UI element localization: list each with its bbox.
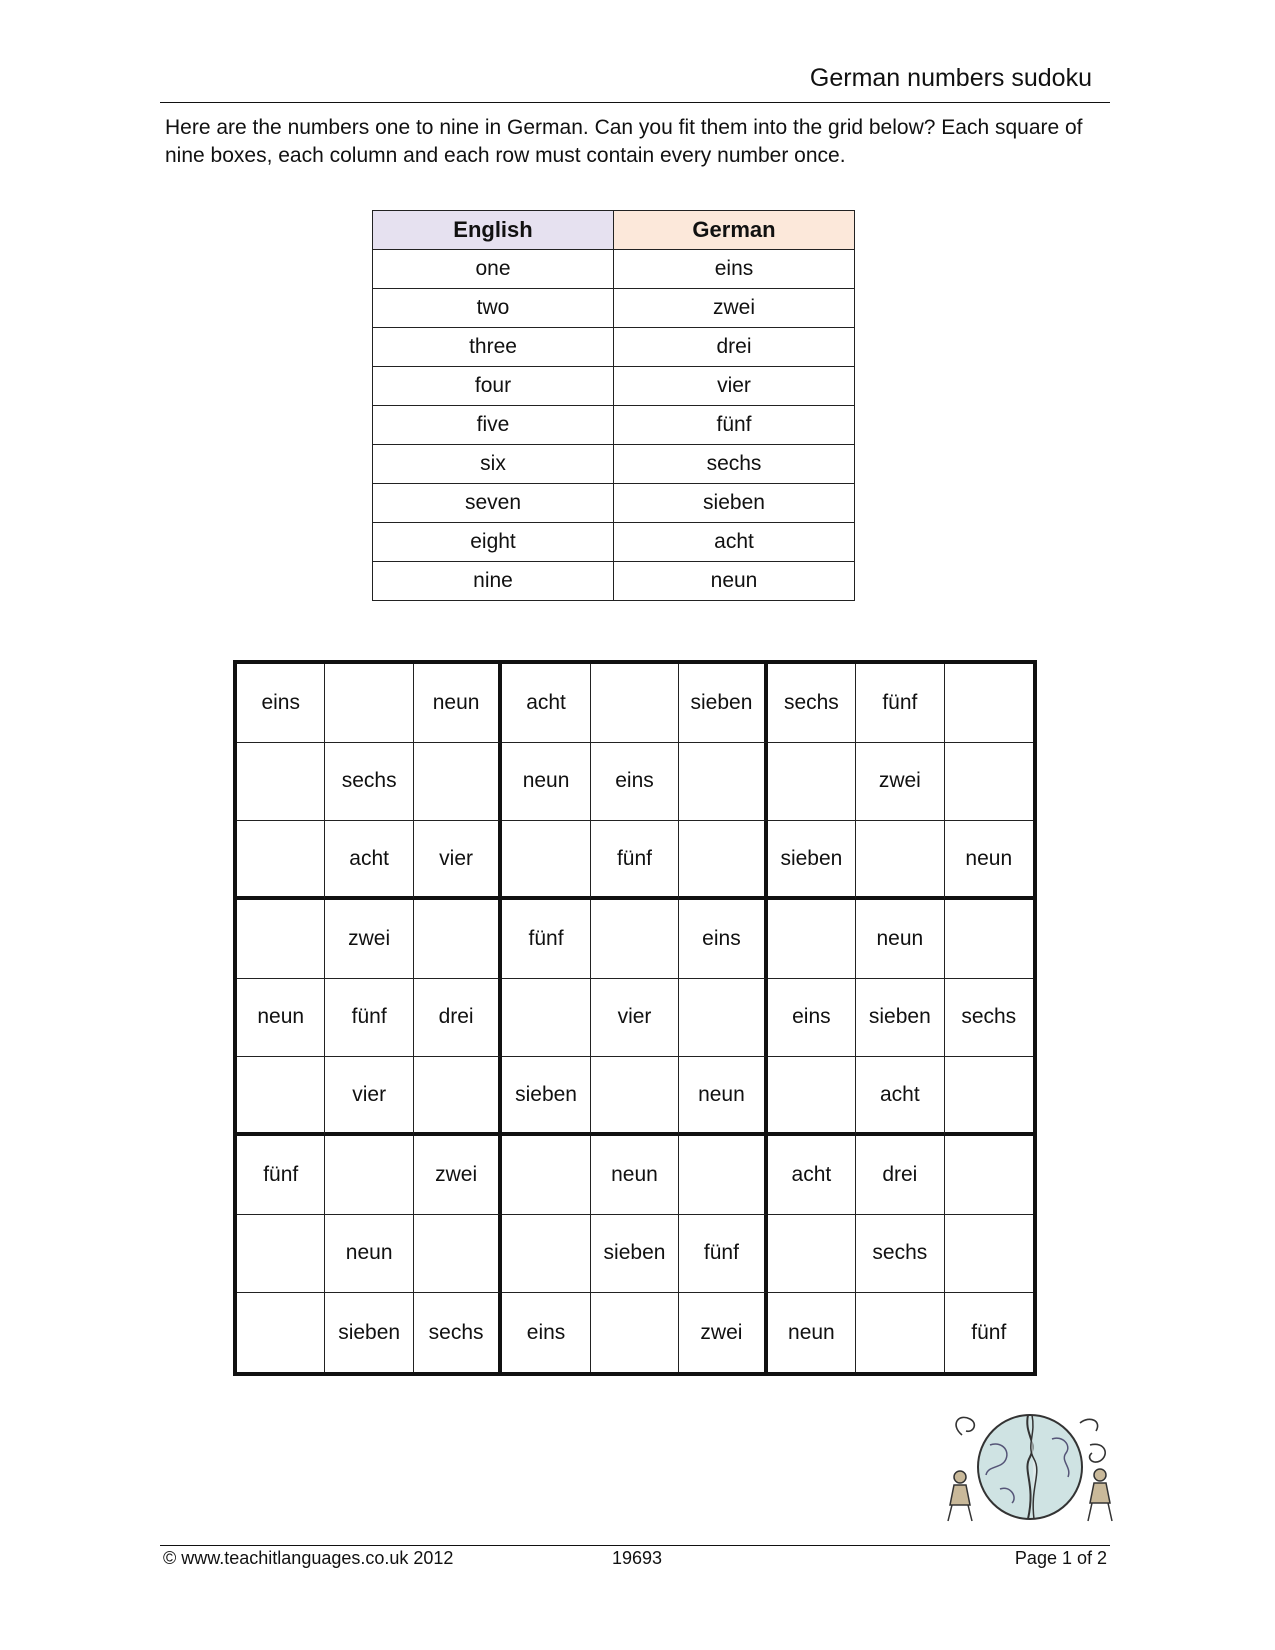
english-word: three [373, 328, 614, 367]
english-word: one [373, 250, 614, 289]
sudoku-cell-given: sechs [945, 979, 1033, 1058]
sudoku-cell-empty[interactable] [768, 1057, 856, 1136]
english-word: six [373, 445, 614, 484]
sudoku-cell-given: sieben [856, 979, 944, 1058]
german-word: neun [614, 562, 855, 601]
sudoku-cell-given: fünf [237, 1136, 325, 1215]
sudoku-cell-given: vier [591, 979, 679, 1058]
sudoku-cell-given: sechs [856, 1215, 944, 1294]
vocabulary-row [373, 289, 855, 328]
sudoku-cell-given: eins [502, 1293, 590, 1372]
sudoku-grid [233, 660, 1037, 1376]
sudoku-cell-empty[interactable] [945, 900, 1033, 979]
english-word: eight [373, 523, 614, 562]
sudoku-cell-given: zwei [856, 743, 944, 822]
sudoku-cell-given: neun [237, 979, 325, 1058]
sudoku-cell-given: neun [502, 743, 590, 822]
sudoku-cell-empty[interactable] [325, 1136, 413, 1215]
sudoku-cell-given: neun [325, 1215, 413, 1294]
vocabulary-row [373, 328, 855, 367]
instructions-text: Here are the numbers one to nine in German. Can you fit them into the grid below? Each square of nine boxes, each column and each row must contain every number once. [165, 116, 1083, 167]
vocabulary-row [373, 250, 855, 289]
sudoku-cell-empty[interactable] [237, 900, 325, 979]
sudoku-cell-empty[interactable] [237, 821, 325, 900]
sudoku-cell-given: acht [856, 1057, 944, 1136]
vocabulary-row [373, 406, 855, 445]
sudoku-cell-given: neun [768, 1293, 856, 1372]
sudoku-cell-empty[interactable] [945, 1215, 1033, 1294]
sudoku-cell-empty[interactable] [414, 743, 502, 822]
sudoku-cell-empty[interactable] [502, 821, 590, 900]
sudoku-cell-given: acht [325, 821, 413, 900]
sudoku-cell-given: sieben [591, 1215, 679, 1294]
vocabulary-table-body [373, 250, 855, 601]
sudoku-cell-empty[interactable] [591, 664, 679, 743]
sudoku-cell-given: neun [679, 1057, 767, 1136]
sudoku-cell-empty[interactable] [502, 1136, 590, 1215]
sudoku-cell-given: sechs [768, 664, 856, 743]
sudoku-cell-empty[interactable] [414, 900, 502, 979]
sudoku-cell-empty[interactable] [591, 1057, 679, 1136]
sudoku-cell-empty[interactable] [502, 979, 590, 1058]
sudoku-cell-given: fünf [502, 900, 590, 979]
german-word: vier [614, 367, 855, 406]
sudoku-cell-given: sieben [502, 1057, 590, 1136]
sudoku-cell-empty[interactable] [768, 1215, 856, 1294]
footer-resource-code: 19693 [612, 1548, 663, 1568]
sudoku-cell-empty[interactable] [768, 900, 856, 979]
german-word: fünf [614, 406, 855, 445]
sudoku-cell-given: eins [768, 979, 856, 1058]
english-word: four [373, 367, 614, 406]
vocabulary-row [373, 367, 855, 406]
sudoku-cell-empty[interactable] [237, 743, 325, 822]
sudoku-cell-empty[interactable] [237, 1215, 325, 1294]
sudoku-cell-given: eins [679, 900, 767, 979]
sudoku-cell-empty[interactable] [591, 900, 679, 979]
sudoku-cell-given: neun [591, 1136, 679, 1215]
english-word: five [373, 406, 614, 445]
sudoku-cell-empty[interactable] [679, 821, 767, 900]
sudoku-cell-given: sieben [679, 664, 767, 743]
sudoku-cell-empty[interactable] [414, 1215, 502, 1294]
sudoku-cell-empty[interactable] [768, 743, 856, 822]
sudoku-cell-given: zwei [679, 1293, 767, 1372]
german-word: drei [614, 328, 855, 367]
vocabulary-row [373, 484, 855, 523]
sudoku-cell-empty[interactable] [856, 821, 944, 900]
globe-jigsaw-people-icon [940, 1405, 1120, 1525]
english-word: nine [373, 562, 614, 601]
sudoku-cell-empty[interactable] [945, 1136, 1033, 1215]
sudoku-cell-given: sieben [325, 1293, 413, 1372]
german-word: sechs [614, 445, 855, 484]
german-word: zwei [614, 289, 855, 328]
sudoku-cell-given: fünf [971, 1320, 1007, 1344]
sudoku-cell-empty[interactable] [945, 1057, 1033, 1136]
sudoku-cell-empty[interactable] [679, 743, 767, 822]
sudoku-cell-given: vier [414, 821, 502, 900]
german-word: acht [614, 523, 855, 562]
footer-copyright: © www.teachitlanguages.co.uk 2012 [163, 1548, 454, 1568]
vocabulary-header-row [373, 211, 855, 250]
sudoku-cell-empty[interactable] [414, 1057, 502, 1136]
sudoku-cell-given: fünf [591, 821, 679, 900]
sudoku-cell-empty[interactable] [945, 743, 1033, 822]
english-word: two [373, 289, 614, 328]
sudoku-cell-given: drei [856, 1136, 944, 1215]
vocabulary-table [372, 210, 855, 601]
sudoku-cell-given: fünf [679, 1215, 767, 1294]
sudoku-cell-given: neun [414, 664, 502, 743]
sudoku-cell-given: vier [325, 1057, 413, 1136]
sudoku-cell-given: sechs [414, 1293, 502, 1372]
sudoku-cell-given: eins [591, 743, 679, 822]
vocabulary-row [373, 523, 855, 562]
german-word: eins [614, 250, 855, 289]
sudoku-cell-empty[interactable] [945, 664, 1033, 743]
sudoku-cell-empty[interactable] [679, 1136, 767, 1215]
sudoku-cell-given: sechs [325, 743, 413, 822]
sudoku-cell-empty[interactable] [237, 1057, 325, 1136]
sudoku-cell-given: acht [768, 1136, 856, 1215]
footer-page-number: Page 1 of 2 [1014, 1548, 1107, 1568]
sudoku-cell-empty[interactable] [237, 1293, 325, 1372]
vocabulary-row [373, 562, 855, 601]
english-column-header: English [373, 211, 614, 250]
sudoku-cell-empty[interactable] [325, 664, 413, 743]
vocabulary-row [373, 445, 855, 484]
sudoku-cell-given: neun [856, 900, 944, 979]
german-column-header: German [614, 211, 855, 250]
sudoku-cell-empty[interactable] [502, 1215, 590, 1294]
sudoku-cell-given: drei [414, 979, 502, 1058]
footer-divider [160, 1545, 1110, 1546]
sudoku-cell-empty[interactable] [679, 979, 767, 1058]
english-word: seven [373, 484, 614, 523]
sudoku-cell-given: zwei [414, 1136, 502, 1215]
sudoku-cell-given: acht [502, 664, 590, 743]
sudoku-cell-given: zwei [325, 900, 413, 979]
sudoku-cell-empty[interactable] [591, 1293, 679, 1372]
sudoku-cell-empty[interactable] [856, 1293, 944, 1372]
sudoku-cell-given: fünf [325, 979, 413, 1058]
page-title: German numbers sudoku [809, 64, 1092, 92]
sudoku-cell-given: eins [237, 664, 325, 743]
german-word: sieben [614, 484, 855, 523]
sudoku-cell-given: sieben [768, 821, 856, 900]
header-divider [160, 102, 1110, 103]
sudoku-cell-given: neun [945, 821, 1033, 900]
sudoku-cell-given: fünf [856, 664, 944, 743]
